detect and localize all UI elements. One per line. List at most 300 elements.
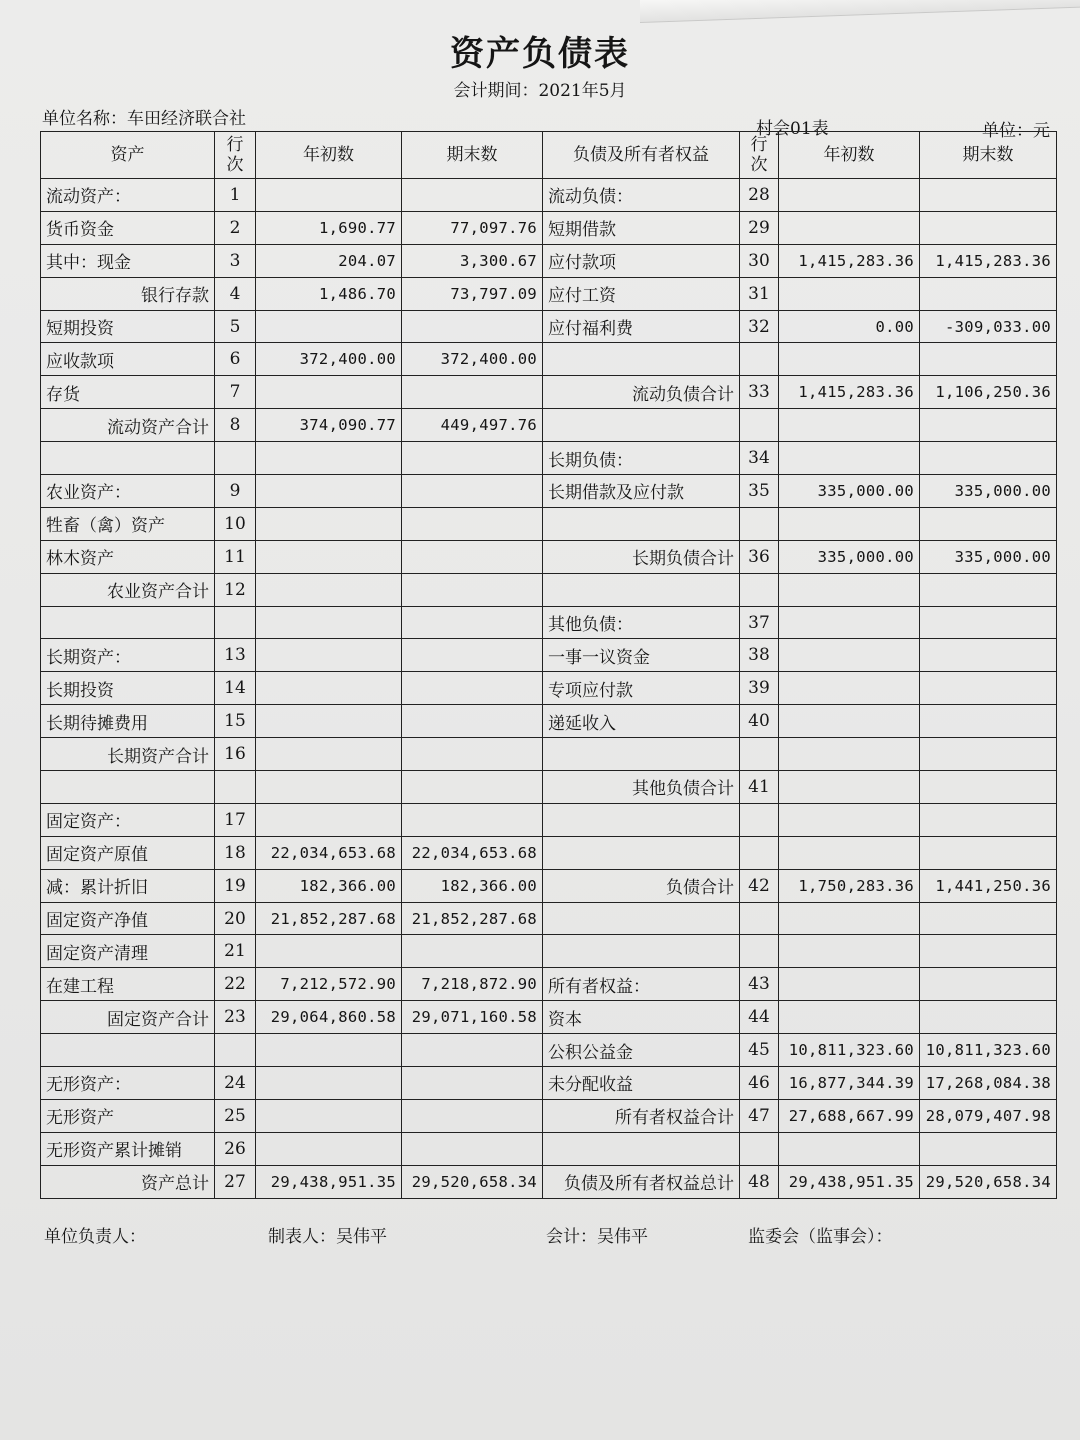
asset-line-no-cell (215, 1034, 256, 1067)
asset-opening-cell (256, 573, 402, 606)
liability-opening-cell: 0.00 (779, 310, 920, 343)
accounting-period: 会计期间：2021年5月 (453, 81, 627, 101)
liability-line-no-cell: 40 (740, 705, 779, 738)
asset-line-no-cell: 3 (215, 244, 256, 277)
table-row (41, 376, 1057, 409)
asset-name-cell: 固定资产净值 (41, 902, 215, 935)
liability-closing-cell: 335,000.00 (920, 475, 1057, 508)
liability-opening-cell (779, 639, 920, 672)
table-row (41, 573, 1057, 606)
liability-line-no-cell: 43 (740, 968, 779, 1001)
liability-line-no-cell (740, 935, 779, 968)
liability-closing-cell (920, 672, 1057, 705)
liability-name-cell (543, 803, 740, 836)
liability-line-no-cell: 44 (740, 1001, 779, 1034)
asset-opening-cell (256, 705, 402, 738)
asset-name-cell: 存货 (41, 376, 215, 409)
asset-name-cell: 减：累计折旧 (41, 869, 215, 902)
asset-line-no-cell: 27 (215, 1165, 256, 1198)
asset-line-no-cell: 13 (215, 639, 256, 672)
liability-line-no-cell (740, 409, 779, 442)
liability-line-no-cell: 28 (740, 179, 779, 212)
table-row (41, 475, 1057, 508)
liability-opening-cell: 1,415,283.36 (779, 376, 920, 409)
liability-opening-cell (779, 803, 920, 836)
asset-opening-cell (256, 442, 402, 475)
asset-name-cell: 无形资产累计摊销 (41, 1132, 215, 1165)
liability-line-no-cell: 31 (740, 277, 779, 310)
asset-opening-cell (256, 606, 402, 639)
table-row (41, 277, 1057, 310)
asset-line-no-cell: 23 (215, 1001, 256, 1034)
liability-name-cell: 其他负债： (543, 606, 740, 639)
liability-name-cell: 其他负债合计 (543, 771, 740, 804)
liability-closing-cell (920, 606, 1057, 639)
asset-name-cell: 固定资产： (41, 803, 215, 836)
asset-closing-cell (402, 310, 543, 343)
liability-opening-cell (779, 573, 920, 606)
asset-line-no-cell: 2 (215, 211, 256, 244)
liability-line-no-cell: 30 (740, 244, 779, 277)
asset-line-no-cell (215, 442, 256, 475)
asset-opening-cell: 29,064,860.58 (256, 1001, 402, 1034)
asset-closing-cell (402, 705, 543, 738)
liability-name-cell (543, 738, 740, 771)
asset-line-no-cell: 21 (215, 935, 256, 968)
footer-accountant: 会计：吴伟平 (546, 1227, 648, 1247)
header-opening: 年初数 (256, 132, 402, 179)
asset-name-cell: 长期资产： (41, 639, 215, 672)
liability-line-no-cell: 36 (740, 540, 779, 573)
asset-name-cell: 无形资产： (41, 1067, 215, 1100)
liability-opening-cell: 10,811,323.60 (779, 1034, 920, 1067)
asset-closing-cell (402, 1132, 543, 1165)
table-row (41, 540, 1057, 573)
liability-closing-cell (920, 211, 1057, 244)
liability-line-no-cell (740, 803, 779, 836)
asset-line-no-cell: 22 (215, 968, 256, 1001)
asset-name-cell: 长期资产合计 (41, 738, 215, 771)
liability-opening-cell: 1,750,283.36 (779, 869, 920, 902)
liability-name-cell: 递延收入 (543, 705, 740, 738)
asset-name-cell: 无形资产 (41, 1099, 215, 1132)
liability-name-cell: 流动负债： (543, 179, 740, 212)
liability-name-cell: 资本 (543, 1001, 740, 1034)
liability-name-cell: 应付福利费 (543, 310, 740, 343)
asset-closing-cell (402, 1034, 543, 1067)
liability-name-cell: 长期借款及应付款 (543, 475, 740, 508)
asset-opening-cell (256, 540, 402, 573)
liability-closing-cell (920, 902, 1057, 935)
table-row (41, 1001, 1057, 1034)
asset-closing-cell: 182,366.00 (402, 869, 543, 902)
asset-name-cell: 农业资产合计 (41, 573, 215, 606)
table-row (41, 836, 1057, 869)
footer-supervisor: 监委会（监事会）： (748, 1227, 893, 1247)
asset-closing-cell: 29,071,160.58 (402, 1001, 543, 1034)
asset-opening-cell (256, 475, 402, 508)
liability-closing-cell (920, 573, 1057, 606)
asset-line-no-cell: 17 (215, 803, 256, 836)
asset-closing-cell (402, 639, 543, 672)
asset-closing-cell (402, 1099, 543, 1132)
liability-closing-cell: -309,033.00 (920, 310, 1057, 343)
liability-line-no-cell (740, 573, 779, 606)
table-row (41, 343, 1057, 376)
header-closing-right: 期末数 (920, 132, 1057, 179)
liability-line-no-cell (740, 343, 779, 376)
unit-name: 单位名称：车田经济联合社 (42, 109, 246, 129)
liability-closing-cell (920, 1001, 1057, 1034)
liability-line-no-cell: 48 (740, 1165, 779, 1198)
asset-closing-cell (402, 179, 543, 212)
table-row (41, 705, 1057, 738)
liability-name-cell (543, 409, 740, 442)
liability-opening-cell (779, 343, 920, 376)
form-code: 村会01表 (756, 119, 829, 139)
liability-name-cell: 负债合计 (543, 869, 740, 902)
header-liability: 负债及所有者权益 (543, 132, 740, 179)
asset-line-no-cell (215, 771, 256, 804)
liability-name-cell (543, 507, 740, 540)
asset-name-cell: 短期投资 (41, 310, 215, 343)
asset-opening-cell: 29,438,951.35 (256, 1165, 402, 1198)
liability-line-no-cell: 45 (740, 1034, 779, 1067)
table-row (41, 935, 1057, 968)
liability-name-cell: 所有者权益： (543, 968, 740, 1001)
asset-name-cell: 固定资产清理 (41, 935, 215, 968)
liability-closing-cell: 28,079,407.98 (920, 1099, 1057, 1132)
asset-opening-cell (256, 376, 402, 409)
asset-line-no-cell: 24 (215, 1067, 256, 1100)
liability-closing-cell: 29,520,658.34 (920, 1165, 1057, 1198)
asset-line-no-cell: 1 (215, 179, 256, 212)
asset-closing-cell: 449,497.76 (402, 409, 543, 442)
asset-opening-cell (256, 738, 402, 771)
header-line-no-right: 行次 (740, 132, 779, 179)
asset-opening-cell (256, 672, 402, 705)
asset-closing-cell: 3,300.67 (402, 244, 543, 277)
liability-closing-cell (920, 1132, 1057, 1165)
asset-closing-cell: 22,034,653.68 (402, 836, 543, 869)
liability-closing-cell: 10,811,323.60 (920, 1034, 1057, 1067)
asset-name-cell (41, 771, 215, 804)
liability-opening-cell (779, 968, 920, 1001)
table-row (41, 179, 1057, 212)
table-row (41, 211, 1057, 244)
asset-closing-cell (402, 672, 543, 705)
asset-closing-cell: 77,097.76 (402, 211, 543, 244)
asset-closing-cell (402, 935, 543, 968)
liability-closing-cell (920, 836, 1057, 869)
liability-opening-cell (779, 211, 920, 244)
liability-closing-cell: 335,000.00 (920, 540, 1057, 573)
liability-opening-cell: 1,415,283.36 (779, 244, 920, 277)
asset-closing-cell (402, 442, 543, 475)
liability-opening-cell (779, 1001, 920, 1034)
liability-opening-cell (779, 606, 920, 639)
asset-name-cell (41, 442, 215, 475)
asset-closing-cell (402, 475, 543, 508)
asset-opening-cell (256, 639, 402, 672)
balance-sheet-table (40, 131, 1057, 1199)
table-row (41, 409, 1057, 442)
asset-line-no-cell (215, 606, 256, 639)
asset-opening-cell: 204.07 (256, 244, 402, 277)
asset-name-cell (41, 606, 215, 639)
asset-name-cell: 农业资产： (41, 475, 215, 508)
liability-closing-cell (920, 639, 1057, 672)
asset-name-cell (41, 1034, 215, 1067)
table-row (41, 1067, 1057, 1100)
liability-opening-cell (779, 902, 920, 935)
liability-name-cell: 一事一议资金 (543, 639, 740, 672)
asset-line-no-cell: 20 (215, 902, 256, 935)
liability-closing-cell (920, 507, 1057, 540)
asset-line-no-cell: 6 (215, 343, 256, 376)
liability-line-no-cell: 41 (740, 771, 779, 804)
liability-name-cell (543, 902, 740, 935)
liability-name-cell: 应付工资 (543, 277, 740, 310)
asset-closing-cell (402, 507, 543, 540)
liability-name-cell: 未分配收益 (543, 1067, 740, 1100)
liability-name-cell (543, 343, 740, 376)
asset-closing-cell: 7,218,872.90 (402, 968, 543, 1001)
liability-closing-cell (920, 409, 1057, 442)
liability-opening-cell: 16,877,344.39 (779, 1067, 920, 1100)
liability-line-no-cell: 47 (740, 1099, 779, 1132)
liability-opening-cell (779, 277, 920, 310)
table-row (41, 672, 1057, 705)
liability-name-cell: 长期负债： (543, 442, 740, 475)
asset-opening-cell (256, 771, 402, 804)
liability-line-no-cell: 42 (740, 869, 779, 902)
asset-line-no-cell: 15 (215, 705, 256, 738)
asset-opening-cell (256, 1099, 402, 1132)
table-row (41, 738, 1057, 771)
table-row (41, 507, 1057, 540)
table-row (41, 1132, 1057, 1165)
asset-opening-cell: 182,366.00 (256, 869, 402, 902)
asset-line-no-cell: 19 (215, 869, 256, 902)
asset-opening-cell (256, 1034, 402, 1067)
liability-closing-cell (920, 343, 1057, 376)
liability-line-no-cell (740, 902, 779, 935)
liability-name-cell (543, 836, 740, 869)
liability-name-cell (543, 935, 740, 968)
liability-line-no-cell (740, 507, 779, 540)
footer-unit-head: 单位负责人： (44, 1227, 146, 1247)
liability-name-cell: 短期借款 (543, 211, 740, 244)
header-opening-right: 年初数 (779, 132, 920, 179)
liability-line-no-cell: 34 (740, 442, 779, 475)
table-row (41, 639, 1057, 672)
asset-name-cell: 应收款项 (41, 343, 215, 376)
liability-closing-cell (920, 968, 1057, 1001)
liability-line-no-cell: 33 (740, 376, 779, 409)
asset-line-no-cell: 14 (215, 672, 256, 705)
asset-name-cell: 其中：现金 (41, 244, 215, 277)
asset-name-cell: 资产总计 (41, 1165, 215, 1198)
asset-name-cell: 流动资产： (41, 179, 215, 212)
liability-opening-cell (779, 409, 920, 442)
asset-closing-cell: 29,520,658.34 (402, 1165, 543, 1198)
asset-opening-cell (256, 507, 402, 540)
table-row (41, 1034, 1057, 1067)
liability-line-no-cell: 39 (740, 672, 779, 705)
liability-opening-cell (779, 771, 920, 804)
asset-closing-cell: 73,797.09 (402, 277, 543, 310)
liability-name-cell: 长期负债合计 (543, 540, 740, 573)
table-row (41, 869, 1057, 902)
liability-closing-cell: 17,268,084.38 (920, 1067, 1057, 1100)
asset-closing-cell (402, 738, 543, 771)
liability-line-no-cell (740, 738, 779, 771)
asset-line-no-cell: 5 (215, 310, 256, 343)
liability-opening-cell (779, 836, 920, 869)
liability-closing-cell: 1,415,283.36 (920, 244, 1057, 277)
liability-line-no-cell: 46 (740, 1067, 779, 1100)
header-closing: 期末数 (402, 132, 543, 179)
liability-line-no-cell: 35 (740, 475, 779, 508)
liability-name-cell (543, 573, 740, 606)
asset-opening-cell (256, 310, 402, 343)
liability-name-cell: 专项应付款 (543, 672, 740, 705)
asset-name-cell: 在建工程 (41, 968, 215, 1001)
asset-closing-cell (402, 771, 543, 804)
asset-opening-cell: 1,690.77 (256, 211, 402, 244)
asset-name-cell: 银行存款 (41, 277, 215, 310)
table-row (41, 902, 1057, 935)
asset-line-no-cell: 25 (215, 1099, 256, 1132)
liability-opening-cell: 335,000.00 (779, 475, 920, 508)
asset-line-no-cell: 11 (215, 540, 256, 573)
liability-line-no-cell: 37 (740, 606, 779, 639)
table-row (41, 606, 1057, 639)
liability-closing-cell (920, 771, 1057, 804)
asset-closing-cell (402, 803, 543, 836)
liability-line-no-cell: 29 (740, 211, 779, 244)
asset-line-no-cell: 7 (215, 376, 256, 409)
asset-line-no-cell: 18 (215, 836, 256, 869)
document-title: 资产负债表 (450, 34, 630, 74)
liability-opening-cell (779, 179, 920, 212)
liability-opening-cell (779, 1132, 920, 1165)
liability-closing-cell (920, 935, 1057, 968)
liability-opening-cell: 29,438,951.35 (779, 1165, 920, 1198)
liability-closing-cell (920, 179, 1057, 212)
liability-closing-cell: 1,441,250.36 (920, 869, 1057, 902)
liability-closing-cell (920, 705, 1057, 738)
asset-line-no-cell: 8 (215, 409, 256, 442)
table-row (41, 310, 1057, 343)
liability-name-cell (543, 1132, 740, 1165)
asset-name-cell: 长期投资 (41, 672, 215, 705)
header-asset: 资产 (41, 132, 215, 179)
liability-line-no-cell: 38 (740, 639, 779, 672)
header-line-no: 行次 (215, 132, 256, 179)
asset-opening-cell (256, 179, 402, 212)
table-row (41, 1099, 1057, 1132)
liability-name-cell: 公积公益金 (543, 1034, 740, 1067)
asset-name-cell: 固定资产原值 (41, 836, 215, 869)
asset-closing-cell (402, 540, 543, 573)
liability-line-no-cell: 32 (740, 310, 779, 343)
liability-name-cell: 负债及所有者权益总计 (543, 1165, 740, 1198)
asset-closing-cell: 372,400.00 (402, 343, 543, 376)
folded-page-edge (640, 0, 1080, 23)
asset-line-no-cell: 9 (215, 475, 256, 508)
liability-closing-cell (920, 277, 1057, 310)
asset-closing-cell (402, 573, 543, 606)
asset-opening-cell: 1,486.70 (256, 277, 402, 310)
asset-name-cell: 林木资产 (41, 540, 215, 573)
liability-opening-cell: 335,000.00 (779, 540, 920, 573)
asset-line-no-cell: 4 (215, 277, 256, 310)
liability-opening-cell (779, 672, 920, 705)
asset-opening-cell (256, 1132, 402, 1165)
liability-closing-cell (920, 442, 1057, 475)
table-row (41, 968, 1057, 1001)
liability-name-cell: 流动负债合计 (543, 376, 740, 409)
liability-closing-cell (920, 738, 1057, 771)
liability-opening-cell (779, 705, 920, 738)
table-row (41, 442, 1057, 475)
asset-name-cell: 长期待摊费用 (41, 705, 215, 738)
asset-opening-cell (256, 935, 402, 968)
asset-opening-cell: 21,852,287.68 (256, 902, 402, 935)
liability-closing-cell: 1,106,250.36 (920, 376, 1057, 409)
asset-closing-cell (402, 376, 543, 409)
liability-opening-cell (779, 738, 920, 771)
asset-line-no-cell: 12 (215, 573, 256, 606)
asset-closing-cell (402, 1067, 543, 1100)
liability-opening-cell (779, 442, 920, 475)
asset-opening-cell (256, 803, 402, 836)
liability-opening-cell (779, 935, 920, 968)
table-row (41, 244, 1057, 277)
asset-opening-cell: 22,034,653.68 (256, 836, 402, 869)
table-row (41, 1165, 1057, 1198)
liability-name-cell: 所有者权益合计 (543, 1099, 740, 1132)
table-row (41, 803, 1057, 836)
liability-line-no-cell (740, 1132, 779, 1165)
table-row (41, 771, 1057, 804)
asset-closing-cell (402, 606, 543, 639)
asset-name-cell: 固定资产合计 (41, 1001, 215, 1034)
asset-name-cell: 流动资产合计 (41, 409, 215, 442)
liability-name-cell: 应付款项 (543, 244, 740, 277)
table-header-row (41, 132, 1057, 179)
asset-opening-cell: 372,400.00 (256, 343, 402, 376)
liability-opening-cell: 27,688,667.99 (779, 1099, 920, 1132)
asset-line-no-cell: 10 (215, 507, 256, 540)
liability-line-no-cell (740, 836, 779, 869)
liability-opening-cell (779, 507, 920, 540)
currency-unit: 单位：元 (982, 121, 1050, 141)
asset-opening-cell (256, 1067, 402, 1100)
footer-preparer: 制表人：吴伟平 (268, 1227, 387, 1247)
asset-line-no-cell: 16 (215, 738, 256, 771)
asset-opening-cell: 374,090.77 (256, 409, 402, 442)
table-body (41, 179, 1057, 1199)
asset-line-no-cell: 26 (215, 1132, 256, 1165)
asset-name-cell: 货币资金 (41, 211, 215, 244)
asset-closing-cell: 21,852,287.68 (402, 902, 543, 935)
asset-name-cell: 牲畜（禽）资产 (41, 507, 215, 540)
asset-opening-cell: 7,212,572.90 (256, 968, 402, 1001)
liability-closing-cell (920, 803, 1057, 836)
